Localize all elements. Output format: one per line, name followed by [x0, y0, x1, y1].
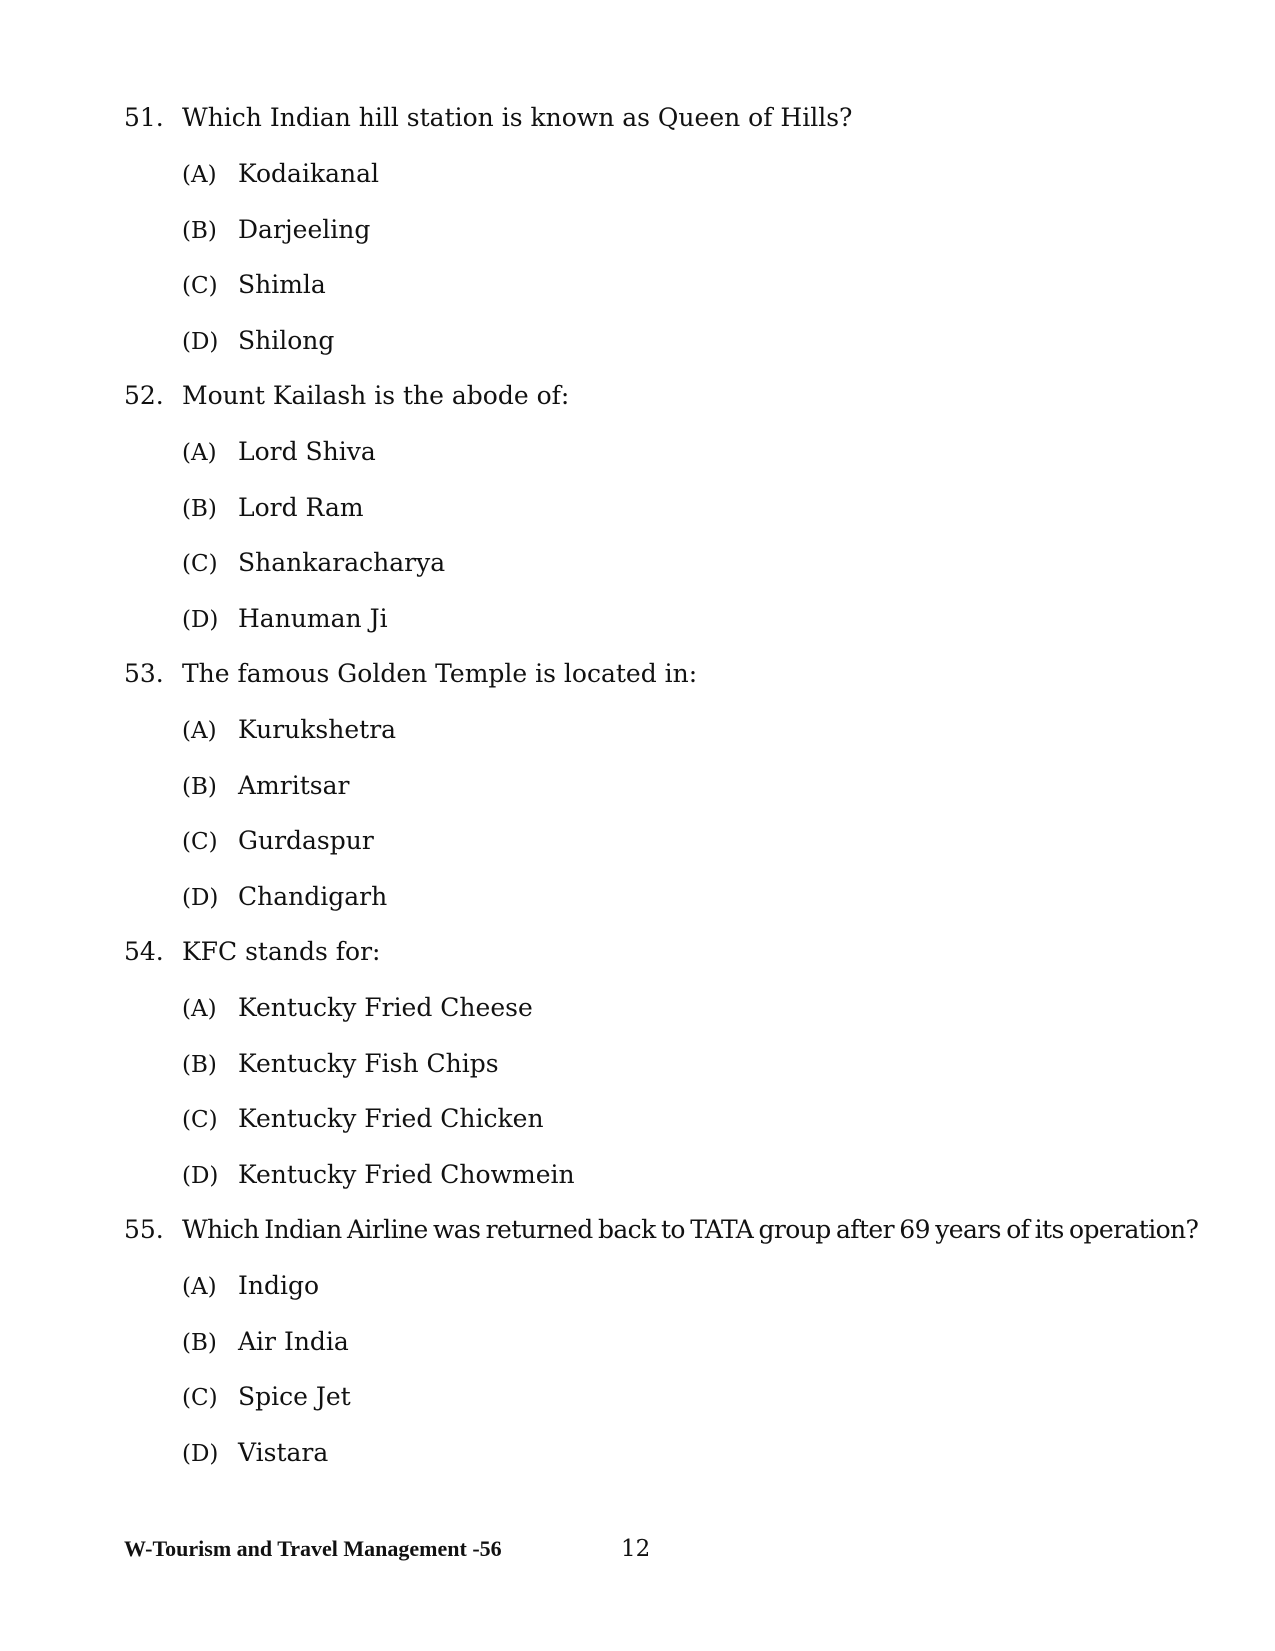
page-number: 12: [621, 1536, 651, 1562]
option-text: Air India: [238, 1326, 349, 1356]
question-stem: [124, 1202, 1224, 1258]
question-stem: [124, 924, 1224, 980]
question-text: KFC stands for:: [182, 937, 381, 966]
question-text: Which Indian hill station is known as Queen of Hills?: [182, 103, 853, 132]
option-letter: (D): [182, 328, 219, 355]
option-letter: (B): [182, 217, 217, 244]
option-letter: (A): [182, 718, 217, 744]
question-number: 54.: [124, 937, 164, 966]
option-letter: (A): [182, 440, 217, 466]
option-d: [124, 313, 1224, 369]
option-b: [124, 202, 1224, 258]
option-a: [124, 424, 1224, 480]
option-letter: (D): [182, 884, 219, 911]
option-b: [124, 1314, 1224, 1370]
question-stem: [124, 368, 1224, 424]
option-text: Kentucky Fried Cheese: [238, 993, 533, 1022]
option-c: [124, 257, 1224, 313]
option-letter: (B): [182, 773, 217, 800]
footer-title: W-Tourism and Travel Management -56: [124, 1536, 502, 1561]
option-letter: (A): [182, 162, 217, 188]
option-b: [124, 480, 1224, 536]
option-text: Kodaikanal: [238, 159, 380, 188]
option-letter: (D): [182, 606, 219, 633]
option-b: [124, 1036, 1224, 1092]
option-letter: (C): [182, 1385, 218, 1411]
option-letter: (B): [182, 495, 217, 522]
option-text: Shankaracharya: [238, 548, 446, 577]
question-stem: [124, 90, 1224, 146]
option-d: [124, 591, 1224, 647]
option-d: [124, 869, 1224, 925]
option-letter: (B): [182, 1329, 217, 1356]
question-54: [124, 924, 1224, 1202]
question-number: 53.: [124, 659, 164, 688]
option-text: Shimla: [238, 270, 326, 299]
option-a: [124, 1258, 1224, 1314]
question-number: 52.: [124, 381, 164, 410]
option-a: [124, 980, 1224, 1036]
option-letter: (C): [182, 273, 218, 299]
option-letter: (C): [182, 1107, 218, 1133]
page-footer: [124, 1536, 650, 1562]
option-text: Lord Shiva: [238, 437, 376, 466]
option-text: Spice Jet: [238, 1382, 351, 1411]
question-text: The famous Golden Temple is located in:: [182, 659, 698, 688]
question-stem: [124, 646, 1224, 702]
option-c: [124, 1369, 1224, 1425]
option-text: Lord Ram: [238, 492, 364, 522]
option-letter: (A): [182, 1274, 217, 1300]
option-text: Kentucky Fish Chips: [238, 1048, 499, 1078]
question-number: 55.: [124, 1215, 164, 1244]
option-text: Gurdaspur: [238, 826, 374, 855]
option-letter: (D): [182, 1440, 219, 1467]
option-text: Vistara: [238, 1437, 329, 1467]
question-51: [124, 90, 1224, 368]
option-b: [124, 758, 1224, 814]
option-a: [124, 146, 1224, 202]
option-c: [124, 813, 1224, 869]
option-text: Kurukshetra: [238, 715, 397, 744]
option-c: [124, 535, 1224, 591]
option-letter: (C): [182, 829, 218, 855]
option-letter: (C): [182, 551, 218, 577]
option-letter: (B): [182, 1051, 217, 1078]
option-text: Kentucky Fried Chowmein: [238, 1159, 575, 1189]
question-number: 51.: [124, 103, 164, 132]
option-text: Amritsar: [238, 770, 350, 800]
option-text: Hanuman Ji: [238, 603, 388, 633]
option-d: [124, 1425, 1224, 1481]
option-text: Indigo: [238, 1271, 320, 1300]
option-a: [124, 702, 1224, 758]
option-text: Kentucky Fried Chicken: [238, 1104, 544, 1133]
question-55: [124, 1202, 1224, 1480]
question-list: [124, 90, 1224, 1480]
option-text: Shilong: [238, 325, 335, 355]
question-53: [124, 646, 1224, 924]
option-text: Chandigarh: [238, 881, 388, 911]
option-letter: (D): [182, 1162, 219, 1189]
question-text: Which Indian Airline was returned back to TATA group after 69 years of its operation?: [182, 1215, 1199, 1244]
option-letter: (A): [182, 996, 217, 1022]
question-52: [124, 368, 1224, 646]
option-text: Darjeeling: [238, 214, 371, 244]
question-text: Mount Kailash is the abode of:: [182, 381, 570, 410]
option-d: [124, 1147, 1224, 1203]
option-c: [124, 1091, 1224, 1147]
